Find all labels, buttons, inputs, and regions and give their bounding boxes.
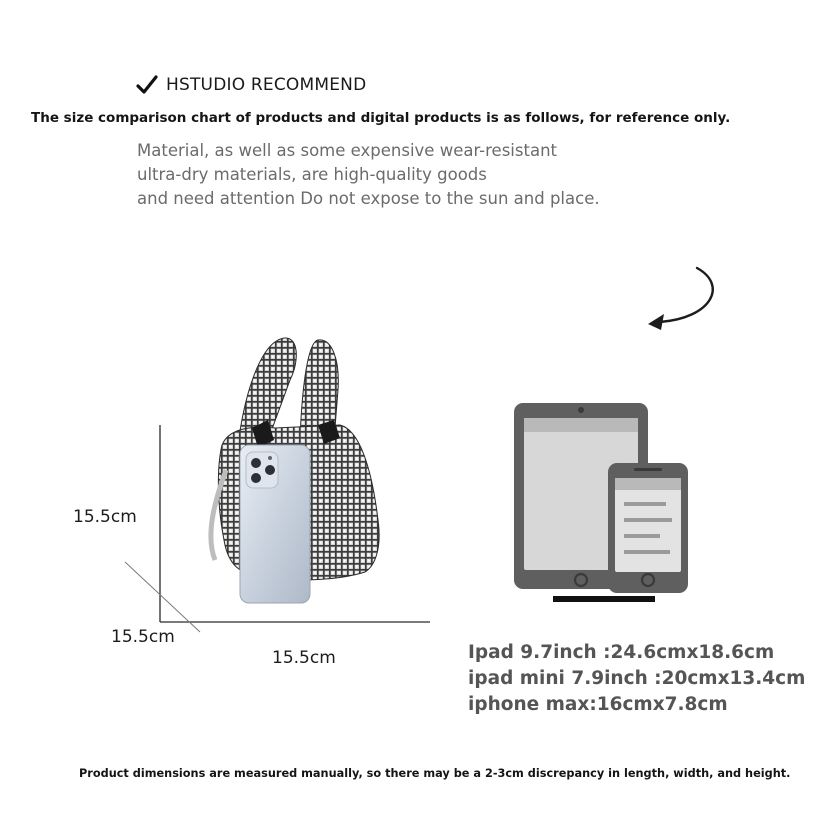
width-dimension-label: 15.5cm — [272, 648, 336, 668]
material-line: ultra-dry materials, are high-quality goods — [137, 165, 487, 184]
material-line: Material, as well as some expensive wear-resistant — [137, 141, 557, 160]
spec-ipad: Ipad 9.7inch :24.6cmx18.6cm — [468, 642, 775, 663]
spec-ipad-mini: ipad mini 7.9inch :20cmx13.4cm — [468, 668, 806, 689]
checkmark-icon — [136, 74, 158, 96]
rhinestone-bag-image — [211, 338, 379, 603]
material-note — [137, 139, 600, 211]
spec-iphone-max: iphone max:16cmx7.8cm — [468, 694, 728, 715]
device-base — [553, 596, 655, 602]
height-dimension-label: 15.5cm — [73, 507, 137, 527]
depth-dimension-label: 15.5cm — [111, 627, 175, 647]
curved-arrow-icon — [648, 268, 713, 330]
footer-note: Product dimensions are measured manually, so there may be a 2-3cm discrepancy in length, width, and height. — [79, 767, 791, 780]
phone-photo — [240, 445, 310, 603]
brand-title: HSTUDIO RECOMMEND — [166, 75, 367, 95]
device-specs — [468, 640, 805, 718]
smartphone-icon — [608, 463, 688, 593]
intro-text: The size comparison chart of products and digital products is as follows, for reference only. — [31, 110, 731, 126]
material-line: and need attention Do not expose to the sun and place. — [137, 189, 600, 208]
brand-header — [136, 74, 366, 96]
